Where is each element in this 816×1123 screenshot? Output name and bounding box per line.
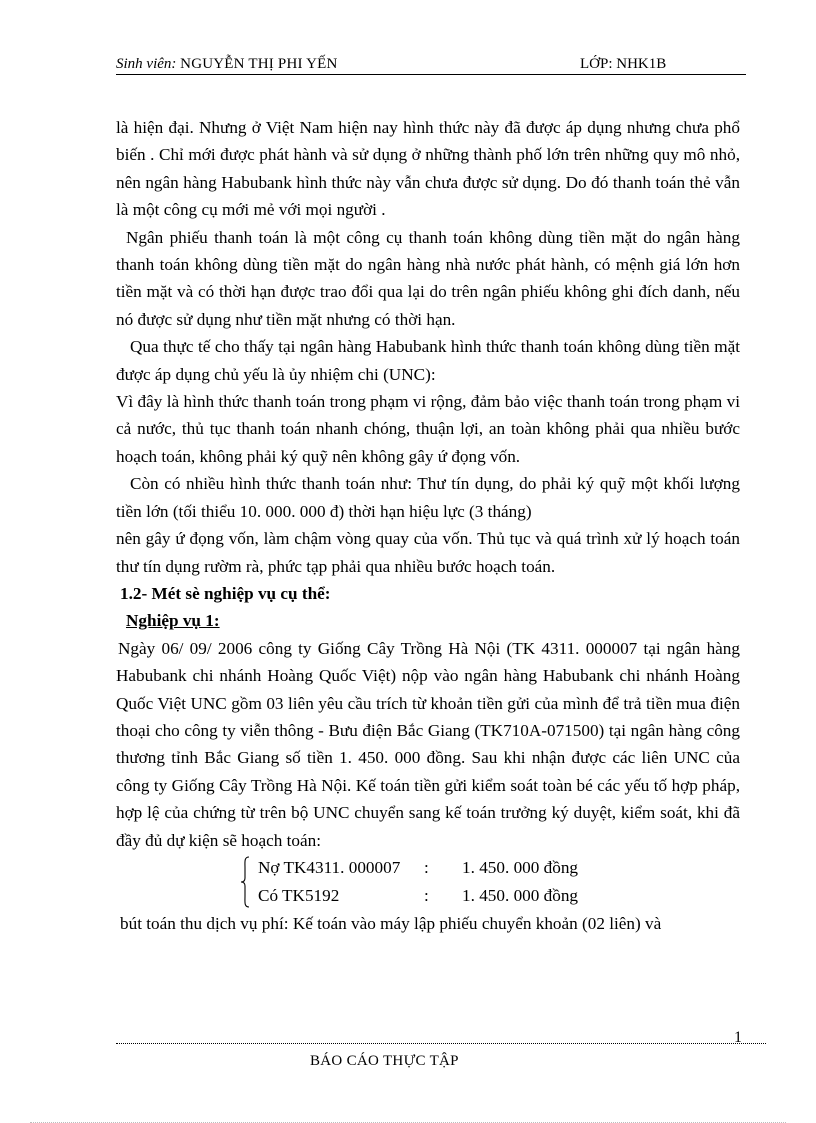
paragraph-reason: Vì đây là hình thức thanh toán trong phạm vi rộng, đảm bảo việc thanh toán trong phạm vi cả nước, thủ tục thanh toán nhanh chóng, thuận lợi, an toàn không phải qua nhiều bước hoạch toán, không phải ký quỹ nên không gây ứ đọng vốn.: [116, 392, 740, 466]
student-label: Sinh viên:: [116, 56, 177, 72]
student-name: NGUYỄN THỊ PHI YẾN: [180, 56, 338, 72]
page-number: 1: [734, 1029, 742, 1046]
paragraph-letter-of-credit: Còn có nhiều hình thức thanh toán như: Thư tín dụng, do phải ký quỹ một khối lượng tiền lớn (tối thiểu 10. 000. 000 đ) thời hạn hiệu lực (3 tháng): [116, 474, 740, 521]
student-info: [116, 57, 338, 72]
document-body: [116, 114, 740, 937]
entry-colon: :: [424, 857, 429, 877]
page-header: [116, 56, 746, 75]
paragraph-operation: Ngày 06/ 09/ 2006 công ty Giống Cây Trồng Hà Nội (TK 4311. 000007 tại ngân hàng Habubank chi nhánh Hoàng Quốc Việt) nộp vào ngân hàng Habubank chi nhánh Hoàng Quốc Việt UNC gồm 03 liên yêu cầu trích từ khoản tiền gửi của mình để trả tiền mua điện thoại cho công ty viễn thông - Bưu điện Bắc Giang (TK710A-071500) tại ngân hàng công thương tỉnh Bắc Giang số tiền 1. 450. 000 đồng. Sau khi nhận được các liên UNC của công ty Giống Cây Trồng Hà Nội. Kế toán tiền gửi kiểm soát toàn bé các yếu tố hợp pháp, hợp lệ của chứng từ trên bộ UNC chuyển sang kế toán trưởng ký duyệt, kiểm soát, khi đã đầy đủ dự kiện sẽ hoạch toán:: [116, 638, 740, 850]
class-label: LỚP: NHK1B: [580, 56, 667, 72]
paragraph-bank-draft: Ngân phiếu thanh toán là một công cụ thanh toán không dùng tiền mặt do ngân hàng thanh toán không dùng tiền mặt do ngân hàng nhà nước phát hành, có mệnh giá lớn hơn tiền mặt và có thời hạn được trao đổi qua lại do trên ngân phiếu không ghi đích danh, nếu nó được sử dụng như tiền mặt nhưng có thời hạn.: [116, 227, 740, 329]
paragraph-capital: nên gây ứ đọng vốn, làm chậm vòng quay của vốn. Thủ tục và quá trình xử lý hoạch toán thư tín dụng rườm rà, phức tạp phải qua nhiều bước hoạch toán.: [116, 529, 740, 576]
entry-account: Nợ TK4311. 000007: [258, 857, 401, 877]
entry-amount: 1. 450. 000 đồng: [462, 857, 579, 877]
paragraph-fee-entry: bút toán thu dịch vụ phí: Kế toán vào máy lập phiếu chuyển khoản (02 liên) và: [120, 913, 662, 933]
operation-subheading: Nghiệp vụ 1:: [126, 611, 220, 631]
paragraph-card-payment: là hiện đại. Nhưng ở Việt Nam hiện nay hình thức này đã được áp dụng nhưng chưa phổ biến . Chỉ mới được phát hành và sử dụng ở những thành phố lớn trên những quy mô nhỏ, nên ngân hàng Habubank hình thức này vẫn chưa được sử dụng. Do đó thanh toán thẻ vẫn là một công cụ mới mẻ với mọi người .: [116, 118, 740, 220]
accounting-entries: [116, 854, 740, 910]
paragraph-practice: Qua thực tế cho thấy tại ngân hàng Habubank hình thức thanh toán không dùng tiền mặt được áp dụng chủ yếu là ủy nhiệm chi (UNC):: [116, 337, 740, 384]
entry-amount: 1. 450. 000 đồng: [462, 885, 579, 905]
footer-divider: [116, 1043, 766, 1044]
brace-icon: [240, 856, 250, 908]
entry-colon: :: [424, 885, 429, 905]
section-heading: 1.2- Mét sè nghiệp vụ cụ thể:: [120, 583, 331, 603]
entry-account: Có TK5192: [258, 885, 340, 905]
footer-title: BÁO CÁO THỰC TẬP: [310, 1053, 459, 1069]
